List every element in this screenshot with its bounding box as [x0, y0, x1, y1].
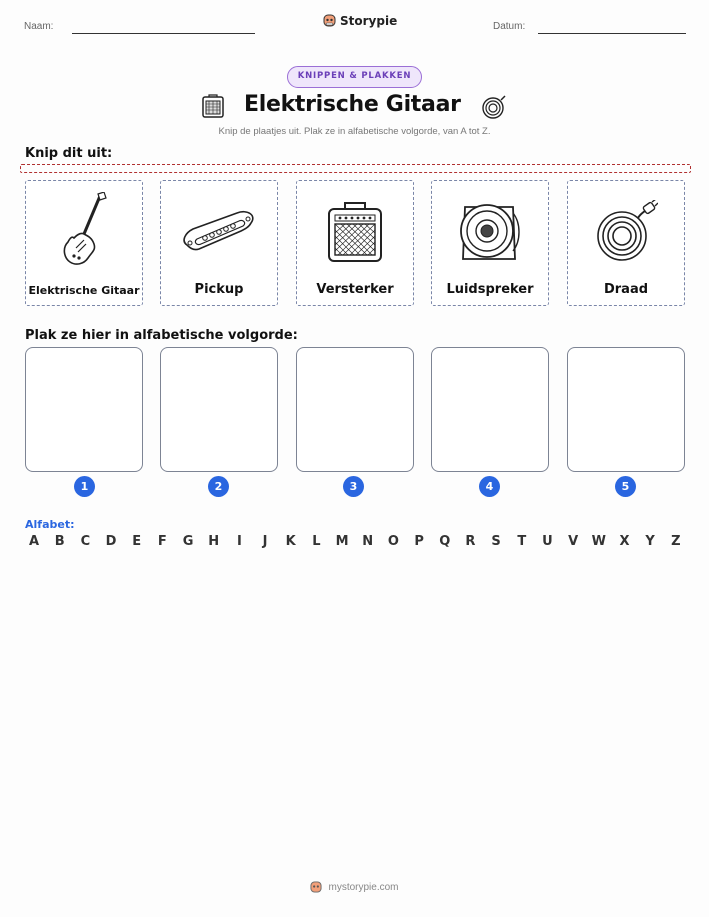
date-label: Datum: — [493, 21, 526, 32]
cut-card-cable[interactable] — [567, 180, 685, 306]
position-badge: 5 — [615, 476, 636, 497]
mascot-icon — [310, 880, 322, 894]
alphabet-letter: D — [105, 534, 117, 549]
pickup-icon — [181, 207, 257, 257]
position-badge: 4 — [479, 476, 500, 497]
paste-box-3[interactable] — [296, 347, 414, 472]
alphabet-letter: T — [517, 534, 527, 549]
alphabet-letter: S — [491, 534, 501, 549]
alphabet-letter: Y — [645, 534, 655, 549]
paste-box-5[interactable] — [567, 347, 685, 472]
paste-box-2[interactable] — [160, 347, 278, 472]
alphabet-letter: J — [262, 534, 268, 549]
mascot-icon — [323, 13, 336, 28]
alphabet-letter: H — [208, 534, 220, 549]
cut-card-amplifier[interactable] — [296, 180, 414, 306]
cut-card-speaker[interactable] — [431, 180, 549, 306]
cut-card-label: Elektrische Gitaar — [28, 284, 140, 297]
instructions: Knip de plaatjes uit. Plak ze in alfabetische volgorde, van A tot Z. — [218, 126, 491, 137]
speaker-icon — [457, 199, 523, 265]
brand-name: Storypie — [340, 13, 398, 28]
alphabet-letter: Q — [439, 534, 451, 549]
cut-line — [20, 164, 691, 173]
alphabet-letter: U — [542, 534, 553, 549]
alphabet-letter: V — [568, 534, 579, 549]
amplifier-icon — [202, 94, 224, 118]
cut-card-electric-guitar[interactable] — [25, 180, 143, 306]
cut-heading: Knip dit uit: — [25, 146, 113, 161]
electric-guitar-icon — [54, 192, 114, 272]
alphabet-letter: O — [387, 534, 399, 549]
alphabet-label: Alfabet: — [25, 518, 75, 531]
alphabet-letter: M — [335, 534, 349, 549]
position-badge: 2 — [208, 476, 229, 497]
date-line — [538, 33, 686, 34]
alphabet-letter: G — [182, 534, 194, 549]
footer — [0, 880, 709, 894]
alphabet-letter: B — [54, 534, 65, 549]
alphabet-letter: W — [591, 534, 606, 549]
alphabet-letter: X — [619, 534, 630, 549]
cable-icon — [594, 200, 658, 264]
footer-url[interactable]: mystorypie.com — [328, 881, 399, 893]
alphabet-letter: I — [236, 534, 242, 549]
cut-card-label: Luidspreker — [446, 282, 534, 297]
position-badge: 1 — [74, 476, 95, 497]
paste-box-4[interactable] — [431, 347, 549, 472]
alphabet-letter: C — [80, 534, 91, 549]
cable-icon — [481, 94, 507, 120]
alphabet-letter: N — [362, 534, 374, 549]
alphabet-letter: Z — [671, 534, 681, 549]
name-label: Naam: — [24, 21, 54, 32]
cut-card-label: Draad — [603, 282, 649, 297]
alphabet-letter: R — [465, 534, 476, 549]
alphabet-row — [25, 534, 685, 549]
activity-tag: KNIPPEN & PLAKKEN — [287, 66, 422, 88]
cut-card-pickup[interactable] — [160, 180, 278, 306]
cut-card-label: Versterker — [316, 282, 394, 297]
cut-card-label: Pickup — [194, 282, 244, 297]
alphabet-letter: A — [28, 534, 40, 549]
alphabet-letter: E — [132, 534, 142, 549]
position-badge: 3 — [343, 476, 364, 497]
title-row — [0, 92, 709, 122]
paste-box-1[interactable] — [25, 347, 143, 472]
alphabet-letter: K — [285, 534, 296, 549]
page-title: Elektrische Gitaar — [244, 92, 461, 117]
paste-heading: Plak ze hier in alfabetische volgorde: — [25, 328, 298, 343]
brand-logo — [323, 13, 397, 28]
alphabet-letter: P — [414, 534, 424, 549]
alphabet-letter: L — [312, 534, 321, 549]
name-line — [72, 33, 255, 34]
alphabet-letter: F — [157, 534, 167, 549]
amplifier-icon — [327, 201, 383, 263]
